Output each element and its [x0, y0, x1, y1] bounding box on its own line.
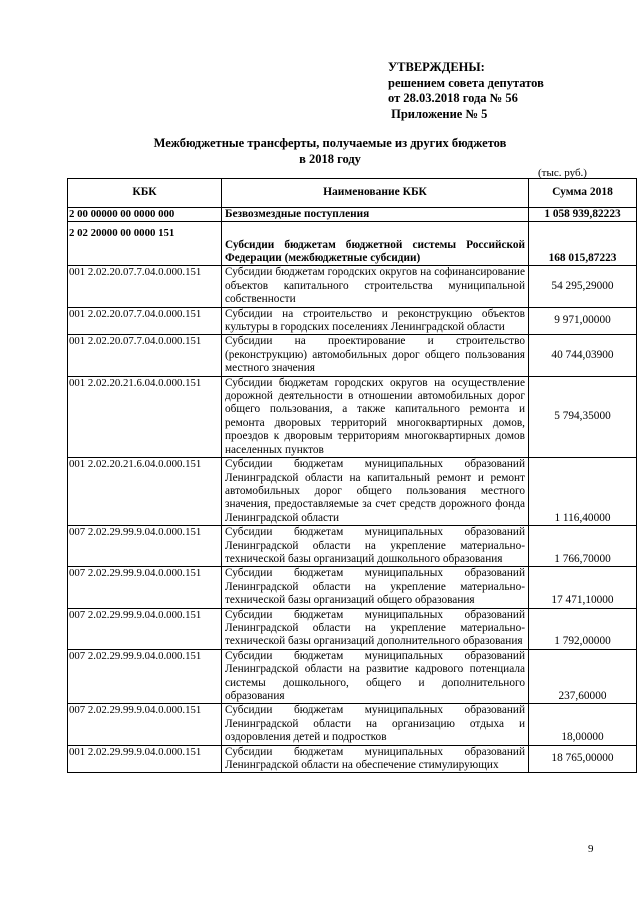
- row-sum: 1 766,70000: [529, 526, 637, 567]
- table-row: [68, 567, 637, 608]
- approved-heading: УТВЕРЖДЕНЫ:: [388, 60, 485, 74]
- table-row: [68, 208, 637, 222]
- row-name: Субсидии бюджетам муниципальных образований Ленинградской области на организацию отдыха и оздоровления детей и подростков: [222, 704, 529, 745]
- row-name: Субсидии бюджетам городских округов на осуществление дорожной деятельности в отношении автомобильных дорог общего пользования, а также капитального ремонта и ремонта дворовых территорий многоквартирных домов, проездов к дворовым территориям многоквартирных домов населенных пунктов: [222, 376, 529, 457]
- row-kbk: 001 2.02.20.07.7.04.0.000.151: [68, 335, 222, 376]
- table-row: [68, 222, 637, 266]
- row-sum: 1 058 939,82223: [529, 208, 637, 222]
- table-row: [68, 307, 637, 335]
- row-sum: 18 765,00000: [529, 745, 637, 773]
- row-kbk: 007 2.02.29.99.9.04.0.000.151: [68, 704, 222, 745]
- row-name: Субсидии бюджетам муниципальных образований Ленинградской области на капитальный ремонт и ремонт автомобильных дорог общего пользования местного значения, предоставляемые за счет средств дорожного фонда Ленинградской области: [222, 458, 529, 526]
- row-kbk: 001 2.02.20.21.6.04.0.000.151: [68, 458, 222, 526]
- table-row: [68, 745, 637, 773]
- row-sum: 237,60000: [529, 649, 637, 704]
- row-name: Субсидии на проектирование и строительство (реконструкцию) автомобильных дорог общего пользования местного значения: [222, 335, 529, 376]
- approved-by: решением совета депутатов: [388, 75, 544, 90]
- row-sum: 40 744,03900: [529, 335, 637, 376]
- row-sum: 168 015,87223: [529, 222, 637, 266]
- row-kbk: 2 02 20000 00 0000 151: [68, 222, 222, 266]
- row-kbk: 001 2.02.20.07.7.04.0.000.151: [68, 266, 222, 307]
- title-line-2: в 2018 году: [299, 151, 361, 166]
- table-header-row: [68, 179, 637, 208]
- row-kbk: 2 00 00000 00 0000 000: [68, 208, 222, 222]
- table-row: [68, 704, 637, 745]
- table-row: [68, 608, 637, 649]
- row-sum: 5 794,35000: [529, 376, 637, 457]
- table-row: [68, 376, 637, 457]
- title-line-1: Межбюджетные трансферты, получаемые из других бюджетов: [153, 136, 507, 150]
- header-sum: Сумма 2018: [529, 179, 637, 208]
- row-sum: 17 471,10000: [529, 567, 637, 608]
- row-kbk: 007 2.02.29.99.9.04.0.000.151: [68, 567, 222, 608]
- row-name: Субсидии бюджетам городских округов на софинансирование объектов капитального строительства муниципальной собственности: [222, 266, 529, 307]
- table-row: [68, 266, 637, 307]
- row-name: Субсидии бюджетам муниципальных образований Ленинградской области на укрепление материально-технической базы организаций дополнительного образования: [222, 608, 529, 649]
- table-row: [68, 526, 637, 567]
- approval-stamp: [388, 60, 544, 122]
- header-kbk: КБК: [68, 179, 222, 208]
- row-name: Субсидии бюджетам муниципальных образований Ленинградской области на укрепление материально-технической базы организаций дошкольного образования: [222, 526, 529, 567]
- row-kbk: 001 2.02.29.99.9.04.0.000.151: [68, 745, 222, 773]
- page-number: 9: [588, 843, 594, 855]
- row-name: Субсидии бюджетам муниципальных образований Ленинградской области на укрепление материально-технической базы организаций общего образования: [222, 567, 529, 608]
- row-kbk: 001 2.02.20.07.7.04.0.000.151: [68, 307, 222, 335]
- row-name: Безвозмездные поступления: [222, 208, 529, 222]
- row-name: Субсидии на строительство и реконструкцию объектов культуры в городских поселениях Ленинградской области: [222, 307, 529, 335]
- header-name: Наименование КБК: [222, 179, 529, 208]
- row-kbk: 007 2.02.29.99.9.04.0.000.151: [68, 608, 222, 649]
- row-sum: 18,00000: [529, 704, 637, 745]
- units-label: (тыс. руб.): [538, 167, 587, 179]
- transfers-table: [67, 178, 637, 773]
- document-title: [120, 136, 540, 167]
- row-kbk: 007 2.02.29.99.9.04.0.000.151: [68, 526, 222, 567]
- row-kbk: 007 2.02.29.99.9.04.0.000.151: [68, 649, 222, 704]
- row-sum: 1 116,40000: [529, 458, 637, 526]
- row-sum: 1 792,00000: [529, 608, 637, 649]
- appendix-number: Приложение № 5: [388, 106, 488, 121]
- table-row: [68, 649, 637, 704]
- row-sum: 9 971,00000: [529, 307, 637, 335]
- table-row: [68, 458, 637, 526]
- row-name: Субсидии бюджетам муниципальных образований Ленинградской области на обеспечение стимулирующих: [222, 745, 529, 773]
- row-kbk: 001 2.02.20.21.6.04.0.000.151: [68, 376, 222, 457]
- row-name: Субсидии бюджетам муниципальных образований Ленинградской области на развитие кадрового потенциала системы дошкольного, общего и дополнительного образования: [222, 649, 529, 704]
- row-sum: 54 295,29000: [529, 266, 637, 307]
- row-name: Субсидии бюджетам бюджетной системы Российской Федерации (межбюджетные субсидии): [222, 222, 529, 266]
- approved-date: от 28.03.2018 года № 56: [388, 91, 518, 105]
- table-row: [68, 335, 637, 376]
